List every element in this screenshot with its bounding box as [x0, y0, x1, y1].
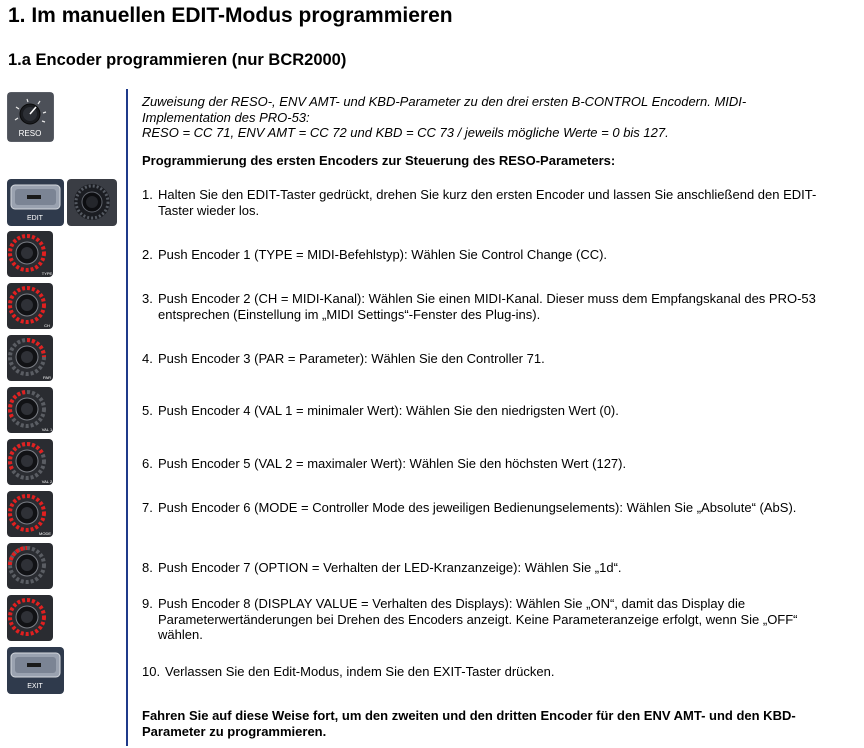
encoder-5-image: [7, 439, 53, 485]
footer-note: Fahren Sie auf diese Weise fort, um den zweiten und den dritten Encoder für den ENV AMT- und den KBD-Parameter zu programmieren.: [142, 708, 796, 739]
intro-line-3: RESO = CC 71, ENV AMT = CC 72 und KBD = CC 73 / jeweils mögliche Werte = 0 bis 127.: [142, 125, 669, 140]
page-title: 1. Im manuellen EDIT-Modus programmieren: [8, 4, 453, 27]
step-7-number: 7.: [142, 500, 153, 515]
step-3-number: 3.: [142, 291, 153, 306]
step-6: [142, 456, 832, 472]
step-2: [142, 247, 832, 263]
step-5: [142, 403, 832, 419]
programming-heading: Programmierung des ersten Encoders zur Steuerung des RESO-Parameters:: [142, 153, 616, 168]
step-8-text: Push Encoder 7 (OPTION = Verhalten der LED-Kranzanzeige): Wählen Sie „1d“.: [158, 560, 622, 575]
encoder-6-image: [7, 491, 53, 537]
encoder-5-label: VAL 2: [41, 479, 53, 484]
intro-line-1: Zuweisung der RESO-, ENV AMT- und KBD-Parameter zu den drei ersten B-CONTROL Encodern. MIDI-: [142, 94, 747, 109]
step-9-text: Push Encoder 8 (DISPLAY VALUE = Verhalten des Displays): Wählen Sie „ON“, damit das Display die Parameterwertänderungen bei Drehen des Encoders anzeigt. Keine Parameteranzeige erfolgt, wenn Sie „OFF“ wählen.: [158, 596, 798, 642]
step-1-text: Halten Sie den EDIT-Taster gedrückt, drehen Sie kurz den ersten Encoder und lassen Sie anschließend den EDIT-Taster wieder los.: [158, 187, 817, 218]
encoder-3-label: PAR: [43, 375, 51, 380]
intro-line-2: Implementation des PRO-53:: [142, 109, 310, 125]
step-10-number: 10.: [142, 664, 161, 679]
edit-button-image: [7, 179, 64, 226]
first-encoder-image: [67, 179, 117, 226]
encoder-1-image: [7, 231, 53, 277]
encoder-2-image: [7, 283, 53, 329]
reso-knob-image: [7, 92, 54, 142]
vertical-rule: [126, 89, 128, 746]
step-10-text: Verlassen Sie den Edit-Modus, indem Sie den EXIT-Taster drücken.: [165, 664, 555, 679]
step-1-number: 1.: [142, 187, 153, 202]
step-7: [142, 500, 832, 516]
step-7-text: Push Encoder 6 (MODE = Controller Mode des jeweiligen Bedienungselements): Wählen Sie „Absolute“ (AbS).: [158, 500, 797, 515]
reso-label: RESO: [18, 129, 42, 138]
step-1: [142, 187, 832, 218]
encoder-8-image: [7, 595, 53, 641]
step-2-text: Push Encoder 1 (TYPE = MIDI-Befehlstyp): Wählen Sie Control Change (CC).: [158, 247, 608, 262]
step-3: [142, 291, 832, 322]
encoder-4-image: [7, 387, 53, 433]
step-9: [142, 596, 832, 643]
step-9-number: 9.: [142, 596, 153, 611]
step-2-number: 2.: [142, 247, 153, 262]
encoder-3-image: [7, 335, 53, 381]
edit-label: EDIT: [27, 215, 43, 222]
encoder-1-label: TYPE: [41, 271, 53, 276]
step-5-number: 5.: [142, 403, 153, 418]
step-4-text: Push Encoder 3 (PAR = Parameter): Wählen Sie den Controller 71.: [158, 351, 545, 366]
intro-text: [142, 94, 832, 141]
step-8-number: 8.: [142, 560, 153, 575]
step-6-number: 6.: [142, 456, 153, 471]
encoder-6-label: MODE: [39, 531, 51, 536]
step-3-text: Push Encoder 2 (CH = MIDI-Kanal): Wählen Sie einen MIDI-Kanal. Dieser muss dem Empfangskanal des PRO-53 entsprechen (Einstellung im „MIDI Settings“-Fenster des Plug-ins).: [158, 291, 816, 322]
step-4: [142, 351, 832, 367]
encoder-4-label: VAL 1: [41, 427, 53, 432]
step-10: [142, 664, 832, 680]
exit-label: EXIT: [27, 683, 43, 690]
step-4-number: 4.: [142, 351, 153, 366]
section-title: 1.a Encoder programmieren (nur BCR2000): [8, 51, 347, 69]
step-5-text: Push Encoder 4 (VAL 1 = minimaler Wert): Wählen Sie den niedrigsten Wert (0).: [158, 403, 619, 418]
encoder-7-image: [7, 543, 53, 589]
step-8: [142, 560, 832, 576]
encoder-2-label: CH: [44, 323, 50, 328]
exit-button-image: [7, 647, 64, 694]
step-6-text: Push Encoder 5 (VAL 2 = maximaler Wert): Wählen Sie den höchsten Wert (127).: [158, 456, 627, 471]
